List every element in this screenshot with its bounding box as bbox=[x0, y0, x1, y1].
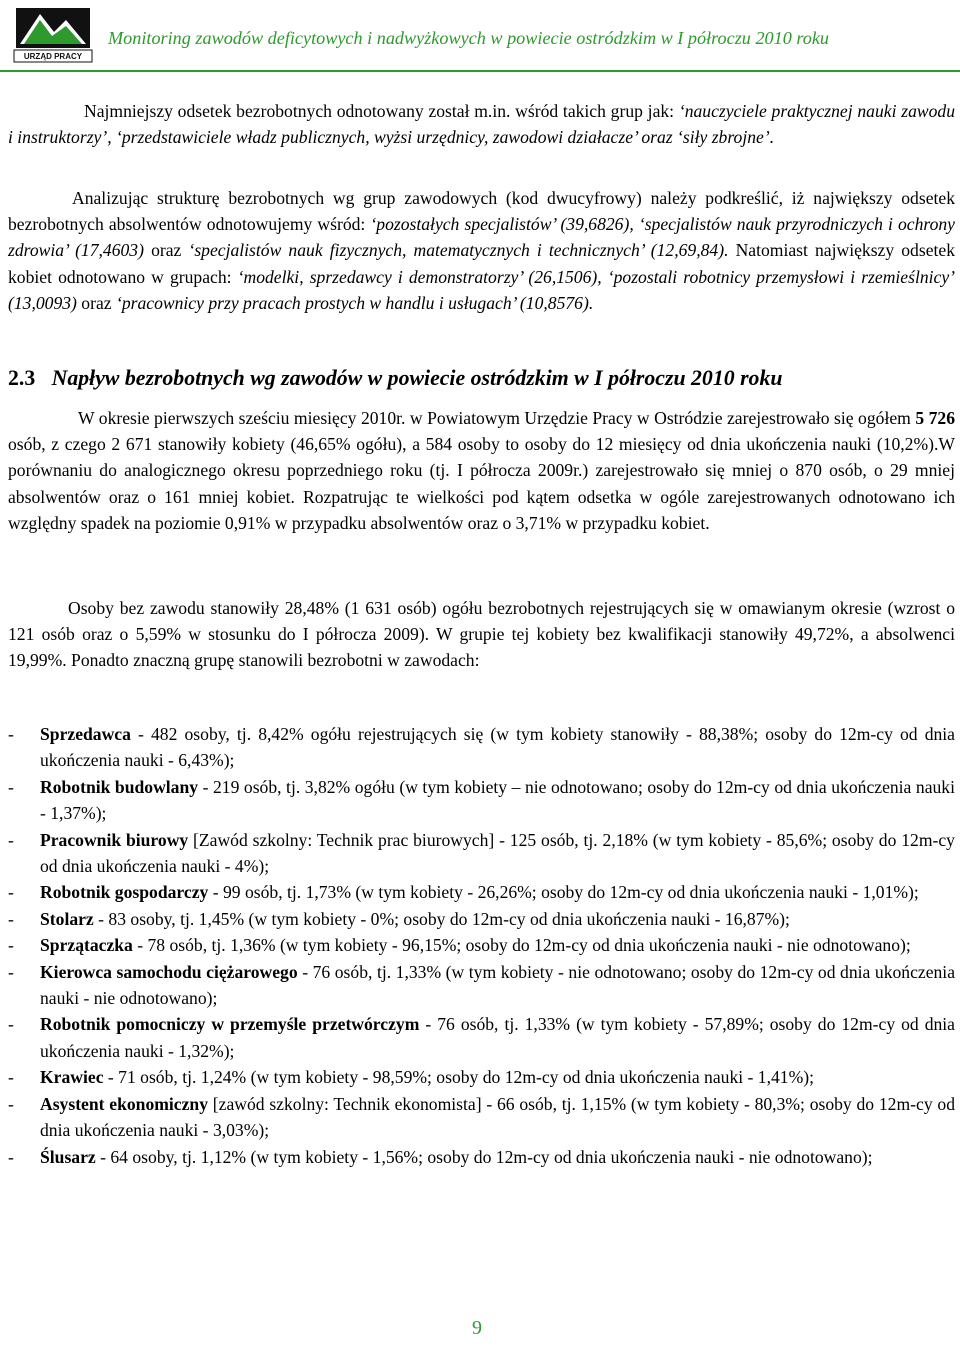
para2-text-4: oraz bbox=[76, 292, 116, 313]
list-item bbox=[8, 879, 955, 905]
para3-text-2: osób, z czego 2 671 stanowiły kobiety (46,65% ogółu), a 584 osoby to osoby do 12 miesięcy od dnia ukończenia nauki (10,2%).W porównaniu do analogicznego okresu poprzedniego roku (tj. I półrocza 2009r.) zarejestrowało się mniej o 870 osób, o 29 mniej absolwentów oraz o 161 mniej kobiet. Rozpatrując te wielkości pod kątem odsetka w ogóle zarejestrowanych odnotowano ich względny spadek na poziomie 0,91% w przypadku absolwentów oraz o 3,71% w przypadku kobiet. bbox=[8, 434, 955, 533]
para2-text-2: oraz bbox=[143, 240, 189, 261]
para3-text-1: W okresie pierwszych sześciu miesięcy 2010r. w Powiatowym Urzędzie Pracy w Ostródzie zarejestrowało się ogółem bbox=[78, 408, 916, 428]
profession-name: Robotnik pomocniczy w przemyśle przetwórczym bbox=[40, 1014, 420, 1035]
list-dash: - bbox=[8, 1146, 14, 1167]
list-item bbox=[8, 959, 955, 1012]
profession-details: - 219 osób, tj. 3,82% ogółu (w tym kobiety – nie odnotowano; osoby do 12m-cy od dnia ukończenia nauki - 1,37%); bbox=[40, 776, 955, 824]
profession-details: - 83 osoby, tj. 1,45% (w tym kobiety - 0%; osoby do 12m-cy od dnia ukończenia nauki - 16,87%); bbox=[93, 908, 790, 929]
header-divider bbox=[0, 70, 960, 72]
para2-text-1: Analizując strukturę bezrobotnych wg grup zawodowych (kod dwucyfrowy) należy podkreślić, iż największy odsetek bezrobotnych absolwentów odnotowujemy wśród: bbox=[8, 188, 955, 235]
profession-name: Krawiec bbox=[40, 1067, 104, 1088]
profession-name: Asystent ekonomiczny bbox=[40, 1093, 208, 1114]
list-item bbox=[8, 906, 955, 932]
list-dash: - bbox=[8, 908, 14, 929]
profession-name: Sprzedawca bbox=[40, 724, 131, 744]
paragraph-inflow bbox=[8, 405, 955, 536]
profession-details: [zawód szkolny: Technik ekonomista] - 66 osób, tj. 1,15% (w tym kobiety - 80,3%; osoby do 12m-cy od dnia ukończenia nauki - 3,03%); bbox=[40, 1093, 955, 1141]
list-dash: - bbox=[8, 1067, 14, 1088]
profession-details: - 78 osób, tj. 1,36% (w tym kobiety - 96,15%; osoby do 12m-cy od dnia ukończenia nauki - nie odnotowano); bbox=[132, 935, 911, 956]
profession-name: Stolarz bbox=[40, 908, 94, 929]
profession-details: - 64 osoby, tj. 1,12% (w tym kobiety - 1,56%; osoby do 12m-cy od dnia ukończenia nauki - nie odnotowano); bbox=[95, 1146, 873, 1167]
list-dash: - bbox=[8, 829, 14, 850]
profession-details: - 71 osób, tj. 1,24% (w tym kobiety - 98,59%; osoby do 12m-cy od dnia ukończenia nauki - 1,41%); bbox=[103, 1067, 814, 1088]
para2-groups-2: ‘specjalistów nauk fizycznych, matematycznych i technicznych’ (12,69,84). bbox=[188, 240, 729, 261]
para4-text: Osoby bez zawodu stanowiły 28,48% (1 631 osób) ogółu bezrobotnych rejestrujących się w omawianym okresie (wzrost o 121 osób oraz o 5,59% w stosunku do I półrocza 2009). W grupie tej kobiety bez kwalifikacji stanowiły 49,72%, a absolwenci 19,99%. Ponadto znaczną grupę stanowili bezrobotni w zawodach: bbox=[8, 598, 955, 671]
profession-list bbox=[8, 721, 955, 1170]
logo-text: URZĄD PRACY bbox=[23, 52, 83, 61]
section-title: Napływ bezrobotnych wg zawodów w powiecie ostródzkim w I półroczu 2010 roku bbox=[51, 366, 783, 390]
list-item bbox=[8, 1011, 955, 1064]
profession-name: Kierowca samochodu ciężarowego bbox=[40, 961, 298, 982]
list-dash: - bbox=[8, 724, 14, 744]
para2-text-3: Natomiast największy odsetek kobiet odnotowano w grupach: bbox=[8, 240, 955, 287]
para2-groups-3: ‘modelki, sprzedawcy i demonstratorzy’ (26,1506), ‘pozostali robotnicy przemysłowi i rzemieślnicy’ (13,0093) bbox=[8, 266, 956, 313]
list-dash: - bbox=[8, 882, 14, 903]
list-item bbox=[8, 1091, 955, 1144]
list-item bbox=[8, 721, 955, 774]
paragraph-graduates-structure bbox=[8, 185, 955, 316]
list-dash: - bbox=[8, 961, 14, 982]
profession-details: - 482 osoby, tj. 8,42% ogółu rejestrujących się (w tym kobiety stanowiły - 88,38%; osoby do 12m-cy od dnia ukończenia nauki - 6,43%); bbox=[40, 724, 955, 771]
list-item bbox=[8, 1144, 955, 1170]
para2-groups-1: ‘pozostałych specjalistów’ (39,6826), ‘specjalistów nauk przyrodniczych i ochrony zdrowia’ (17,4603) bbox=[8, 214, 955, 261]
urzad-pracy-logo bbox=[10, 6, 96, 64]
logo-graphic bbox=[10, 6, 96, 64]
para1-groups: ‘nauczyciele praktycznej nauki zawodu i instruktorzy’, ‘przedstawiciele władz publicznych, wyżsi urzędnicy, zawodowi działacze’ oraz ‘siły zbrojne’. bbox=[8, 101, 955, 148]
profession-details: - 76 osób, tj. 1,33% (w tym kobiety - nie odnotowano; osoby do 12m-cy od dnia ukończenia nauki - nie odnotowano); bbox=[40, 961, 956, 1009]
profession-name: Pracownik biurowy bbox=[40, 829, 189, 850]
header-title: Monitoring zawodów deficytowych i nadwyżkowych w powiecie ostródzkim w I półroczu 2010 roku bbox=[108, 28, 830, 48]
profession-details: - 76 osób, tj. 1,33% (w tym kobiety - 57,89%; osoby do 12m-cy od dnia ukończenia nauki - 1,32%); bbox=[40, 1014, 955, 1061]
page-header bbox=[0, 0, 960, 72]
profession-name: Ślusarz bbox=[40, 1146, 96, 1167]
list-dash: - bbox=[8, 935, 14, 956]
profession-name: Robotnik budowlany bbox=[40, 776, 199, 797]
list-dash: - bbox=[8, 776, 14, 797]
section-heading bbox=[8, 366, 782, 391]
profession-name: Robotnik gospodarczy bbox=[40, 882, 209, 903]
profession-details: [Zawód szkolny: Technik prac biurowych] - 125 osób, tj. 2,18% (w tym kobiety - 85,6%; osoby do 12m-cy od dnia ukończenia nauki - 4%); bbox=[40, 829, 955, 877]
para2-groups-4: ‘pracownicy przy pracach prostych w handlu i usługach’ (10,8576). bbox=[115, 292, 594, 313]
list-item bbox=[8, 774, 955, 827]
list-dash: - bbox=[8, 1093, 14, 1114]
list-item bbox=[8, 932, 955, 958]
list-item bbox=[8, 1064, 955, 1090]
profession-details: - 99 osób, tj. 1,73% (w tym kobiety - 26,26%; osoby do 12m-cy od dnia ukończenia nauki - 1,01%); bbox=[208, 882, 919, 903]
para1-text: Najmniejszy odsetek bezrobotnych odnotowany został m.in. wśród takich grup jak: bbox=[84, 101, 679, 121]
section-number: 2.3 bbox=[8, 366, 36, 390]
page-number: 9 bbox=[472, 1317, 482, 1339]
para3-total: 5 726 bbox=[915, 408, 955, 428]
list-dash: - bbox=[8, 1014, 14, 1035]
list-item bbox=[8, 827, 955, 880]
paragraph-smallest-unemployment bbox=[8, 98, 955, 150]
profession-name: Sprzątaczka bbox=[40, 935, 133, 956]
paragraph-no-profession bbox=[8, 595, 955, 674]
